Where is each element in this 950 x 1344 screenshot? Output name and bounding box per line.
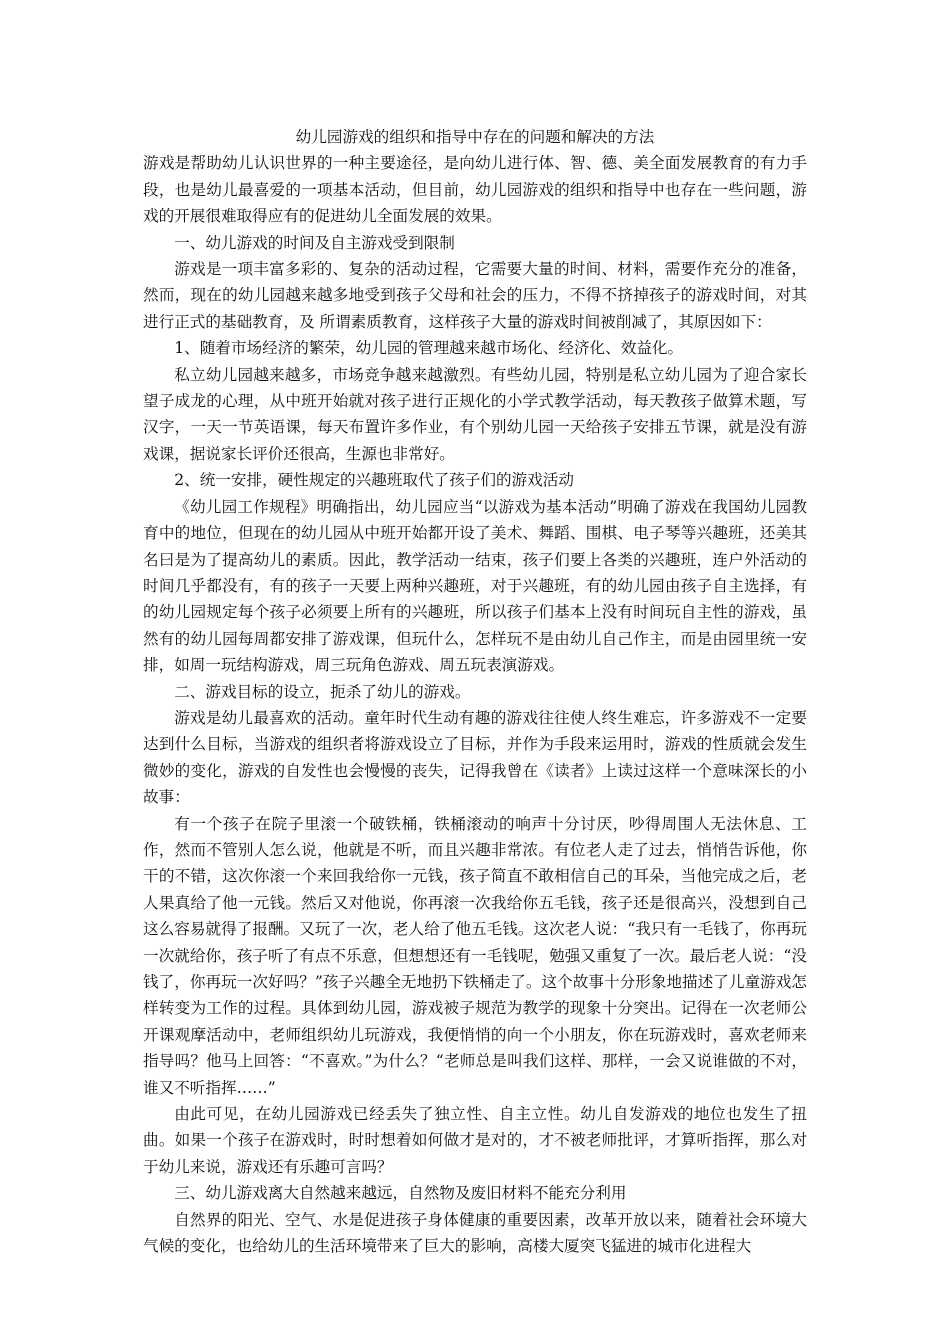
paragraph: 《幼儿园工作规程》明确指出，幼儿园应当“以游戏为基本活动”明确了游戏在我国幼儿园教育中的地位，但现在的幼儿园从中班开始都开设了美术、舞蹈、围棋、电子琴等兴趣班，还美其名曰是为了提高幼儿的素质。因此，教学活动一结束，孩子们要上各类的兴趣班，连户外活动的时间几乎都没有，有的孩子一天要上两种兴趣班，对于兴趣班，有的幼儿园由孩子自主选择，有的幼儿园规定每个孩子必须要上所有的兴趣班，所以孩子们基本上没有时间玩自主性的游戏，虽然有的幼儿园每周都安排了游戏课，但玩什么，怎样玩不是由幼儿自己作主，而是由园里统一安排，如周一玩结构游戏，周三玩角色游戏、周五玩表演游戏。 [143,497,807,675]
paragraph: 由此可见，在幼儿园游戏已经丢失了独立性、自主立性。幼儿自发游戏的地位也发生了扭曲。如果一个孩子在游戏时，时时想着如何做才是对的，才不被老师批评，才算听指挥，那么对于幼儿来说，游戏还有乐趣可言吗？ [143,1105,807,1176]
paragraph: 游戏是幼儿最喜欢的活动。童年时代生动有趣的游戏往往使人终生难忘，许多游戏不一定要达到什么目标，当游戏的组织者将游戏设立了目标，并作为手段来运用时，游戏的性质就会发生微妙的变化，游戏的自发性也会慢慢的丧失，记得我曾在《读者》上读过这样一个意味深长的小故事： [143,708,807,807]
paragraph: 私立幼儿园越来越多，市场竞争越来越激烈。有些幼儿园，特别是私立幼儿园为了迎合家长望子成龙的心理，从中班开始就对孩子进行正规化的小学式教学活动，每天教孩子做算术题，写汉字，一天一节英语课，每天布置许多作业，有个别幼儿园一天给孩子安排五节课，就是没有游戏课，据说家长评价还很高，生源也非常好。 [143,365,807,463]
paragraph: 游戏是一项丰富多彩的、复杂的活动过程，它需要大量的时间、材料，需要作充分的准备，然而，现在的幼儿园越来越多地受到孩子父母和社会的压力，不得不挤掉孩子的游戏时间，对其进行正式的基础教育，及 所谓素质教育，这样孩子大量的游戏时间被削减了，其原因如下： [143,260,807,331]
section-heading: 三、幼儿游戏离大自然越来越远，自然物及废旧材料不能充分利用 [174,1184,627,1203]
subsection-heading: 1、随着市场经济的繁荣，幼儿园的管理越来越市场化、经济化、效益化。 [174,339,684,358]
subsection-heading: 2、统一安排，硬性规定的兴趣班取代了孩子们的游戏活动 [174,471,574,490]
paragraph: 游戏是帮助幼儿认识世界的一种主要途径，是向幼儿进行体、智、德、美全面发展教育的有力手段，也是幼儿最喜爱的一项基本活动，但目前，幼儿园游戏的组织和指导中也存在一些问题，游戏的开展很难取得应有的促进幼儿全面发展的效果。 [143,154,807,226]
document-title: 幼儿园游戏的组织和指导中存在的问题和解决的方法 [295,128,655,146]
document-body [143,150,807,1259]
section-heading: 一、幼儿游戏的时间及自主游戏受到限制 [174,233,455,252]
document-page [143,124,807,1259]
section-heading: 二、游戏目标的设立，扼杀了幼儿的游戏。 [174,682,471,701]
paragraph: 有一个孩子在院子里滚一个破铁桶，铁桶滚动的响声十分讨厌，吵得周围人无法休息、工作，然而不管别人怎么说，他就是不听，而且兴趣非常浓。有位老人走了过去，悄悄告诉他，你干的不错，这次你滚一个来回我给你一元钱，孩子简直不敢相信自己的耳朵，当他完成之后，老人果真给了他一元钱。然后又对他说，你再滚一次我给你五毛钱，孩子还是很高兴，没想到自己这么容易就得了报酬。又玩了一次，老人给了他五毛钱。这次老人说：“我只有一毛钱了，你再玩一次就给你，孩子听了有点不乐意，但想想还有一毛钱呢，勉强又重复了一次。最后老人说：“没钱了，你再玩一次好吗？”孩子兴趣全无地扔下铁桶走了。这个故事十分形象地描述了儿童游戏怎样转变为工作的过程。具体到幼儿园，游戏被子规范为教学的现象十分突出。记得在一次老师公开课观摩活动中，老师组织幼儿玩游戏，我便悄悄的向一个小朋友，你在玩游戏时，喜欢老师来指导吗？他马上回答：“不喜欢。”为什么？“老师总是叫我们这样、那样，一会又说谁做的不对，谁又不听指挥……” [143,814,807,1097]
paragraph: 自然界的阳光、空气、水是促进孩子身体健康的重要因素，改革开放以来，随着社会环境大气候的变化，也给幼儿的生活环境带来了巨大的影响，高楼大厦突飞猛进的城市化进程大 [143,1210,807,1256]
